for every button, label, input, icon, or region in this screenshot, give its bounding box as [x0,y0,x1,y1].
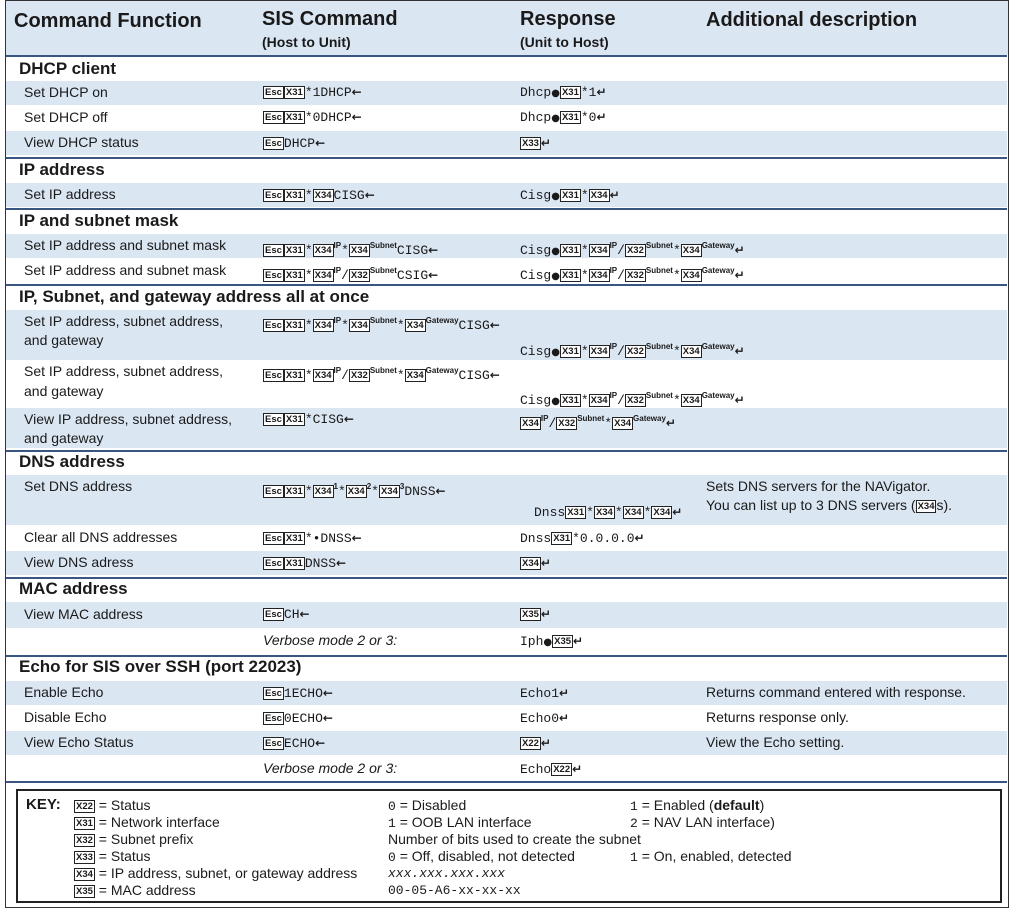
key-x34: X34 = IP address, subnet, or gateway address [76,865,358,881]
cmd-set-all-1: Esc X31 * X34 $^{IP}$* X34 $^{Subnet}$* X34 $^{Gateway}$CISG← [265,316,500,333]
fn-set-ip-address: Set IP address [24,186,116,202]
cmd-view-dhcp-status: Esc DHCP← [265,136,326,151]
command-table [5,0,1009,908]
resp-view-all: X34 $^{IP}$/ X32 $^{Subnet}$* X34 $^{Gateway}$↵ [522,414,676,431]
cmd-view-echo: Esc ECHO← [265,736,326,751]
section-mac-address: MAC address [19,579,128,598]
fn-clear-dns: Clear all DNS addresses [24,529,178,545]
fn-set-dns: Set DNS address [24,478,133,494]
cmd-set-ip-subnet-2: Esc X31 * X34 $^{IP}$/ X32 $^{Subnet}$CSIG← [265,266,439,283]
section-ip-subnet-gateway: IP, Subnet, and gateway address all at once [19,287,370,306]
cmd-disable-echo: Esc 0ECHO← [265,711,333,726]
fn-set-dhcp-off: Set DHCP off [24,109,108,125]
fn-set-ip-subnet-2: Set IP address and subnet mask [24,262,227,278]
section-dns-address: DNS address [19,452,125,471]
header-additional-description: Additional description [706,9,918,31]
fn-enable-echo: Enable Echo [24,684,104,700]
key-x33: X33 = Status [76,848,151,864]
key-x22: X22 = Status [76,797,151,813]
key-x35: X35 = MAC address [76,882,196,898]
fn-set-all-2a: Set IP address, subnet address, [24,363,223,379]
key-label: KEY: [26,796,61,813]
resp-set-all-1: Cisg● X31 * X34 $^{IP}$/ X32 $^{Subnet}$* X34 $^{Gateway}$↵ [520,342,745,359]
key-ip-format: xxx.xxx.xxx.xxx [388,866,506,881]
desc-set-dns-2: You can list up to 3 DNS servers ( X34 s). [706,497,953,513]
resp-verbose-echo: Echo X22 ↵ [520,762,583,777]
key-x32: X32 = Subnet prefix [76,831,194,847]
fn-view-echo: View Echo Status [24,734,134,750]
key-oob-lan: 1 = OOB LAN interface [388,814,532,831]
key-status-on: 1 = On, enabled, detected [630,848,792,865]
key-nav-lan: 2 = NAV LAN interface) [630,814,775,831]
section-echo-ssh: Echo for SIS over SSH (port 22023) [19,657,302,676]
fn-view-mac: View MAC address [24,606,143,622]
resp-clear-dns: Dnss X31 *0.0.0.0↵ [520,531,645,546]
resp-set-dhcp-on: Dhcp● X31 *1↵ [520,85,607,100]
cmd-set-dns: Esc X31 * X34 $^1$* X34 $^2$* X34 $^3$DNSS← [265,482,446,499]
resp-view-echo: X22 ↵ [522,736,551,750]
header-host-to-unit: (Host to Unit) [262,34,351,50]
cmd-set-dhcp-off: Esc X31 *0DHCP← [265,110,362,125]
fn-disable-echo: Disable Echo [24,709,107,725]
fn-view-dns: View DNS adress [24,554,134,570]
cmd-set-dhcp-on: Esc X31 *1DHCP← [265,85,362,100]
resp-view-dhcp-status: X33 ↵ [522,136,551,150]
resp-set-all-2: Cisg● X31 * X34 $^{IP}$/ X32 $^{Subnet}$* X34 $^{Gateway}$↵ [520,391,745,408]
key-subnet-bits: Number of bits used to create the subnet [388,831,641,847]
resp-view-mac: X35 ↵ [522,607,551,621]
header-sis-command: SIS Command [262,8,398,30]
fn-view-dhcp-status: View DHCP status [24,134,139,150]
fn-view-all-a: View IP address, subnet address, [24,411,233,427]
fn-set-all-1b: and gateway [24,332,104,348]
key-status-enabled: 1 = Enabled (default) [630,797,765,814]
resp-verbose-mac: Iph● X35 ↵ [520,634,584,649]
cmd-view-dns: Esc X31 DNSS← [265,556,347,571]
cmd-set-ip-address: Esc X31 * X34 CISG← [265,188,375,203]
desc-view-echo: View the Echo setting. [706,734,845,750]
cmd-set-ip-subnet-1: Esc X31 * X34 $^{IP}$* X34 $^{Subnet}$CISG← [265,241,439,258]
desc-enable-echo: Returns command entered with response. [706,684,966,700]
resp-set-ip-address: Cisg● X31 * X34 ↵ [520,188,620,203]
key-x31: X31 = Network interface [76,814,220,830]
cmd-clear-dns: Esc X31 *•DNSS← [265,531,362,546]
verbose-mac: Verbose mode 2 or 3: [263,632,398,648]
header-unit-to-host: (Unit to Host) [520,34,609,50]
verbose-echo: Verbose mode 2 or 3: [263,760,398,776]
section-dhcp-client: DHCP client [19,59,116,78]
desc-disable-echo: Returns response only. [706,709,849,725]
resp-set-ip-subnet-1: Cisg● X31 * X34 $^{IP}$/ X32 $^{Subnet}$* X34 $^{Gateway}$↵ [520,241,745,258]
section-ip-subnet-mask: IP and subnet mask [19,211,179,230]
resp-disable-echo: Echo0↵ [520,711,570,726]
cmd-enable-echo: Esc 1ECHO← [265,686,333,701]
key-status-disabled: 0 = Disabled [388,797,467,814]
desc-set-dns-1: Sets DNS servers for the NAVigator. [706,478,931,494]
fn-view-all-b: and gateway [24,430,104,446]
fn-set-dhcp-on: Set DHCP on [24,84,108,100]
resp-enable-echo: Echo1↵ [520,686,570,701]
resp-set-ip-subnet-2: Cisg● X31 * X34 $^{IP}$/ X32 $^{Subnet}$* X34 $^{Gateway}$↵ [520,266,745,283]
header-response: Response [520,8,616,30]
cmd-view-mac: Esc CH← [265,607,310,622]
resp-set-dhcp-off: Dhcp● X31 *0↵ [520,110,607,125]
key-status-off: 0 = Off, disabled, not detected [388,848,575,865]
resp-view-dns: X34 ↵ [522,556,551,570]
section-ip-address: IP address [19,160,105,179]
fn-set-all-1a: Set IP address, subnet address, [24,313,223,329]
header-command-function: Command Function [14,10,202,32]
fn-set-ip-subnet-1: Set IP address and subnet mask [24,237,227,253]
resp-set-dns: Dnss X31 * X34 * X34 * X34 ↵ [534,505,683,520]
fn-set-all-2b: and gateway [24,383,104,399]
key-mac-format: 00-05-A6-xx-xx-xx [388,883,521,898]
cmd-view-all: Esc X31 *CISG← [265,412,354,427]
cmd-set-all-2: Esc X31 * X34 $^{IP}$/ X32 $^{Subnet}$* X34 $^{Gateway}$CISG← [265,366,500,383]
key-legend [16,789,1002,903]
